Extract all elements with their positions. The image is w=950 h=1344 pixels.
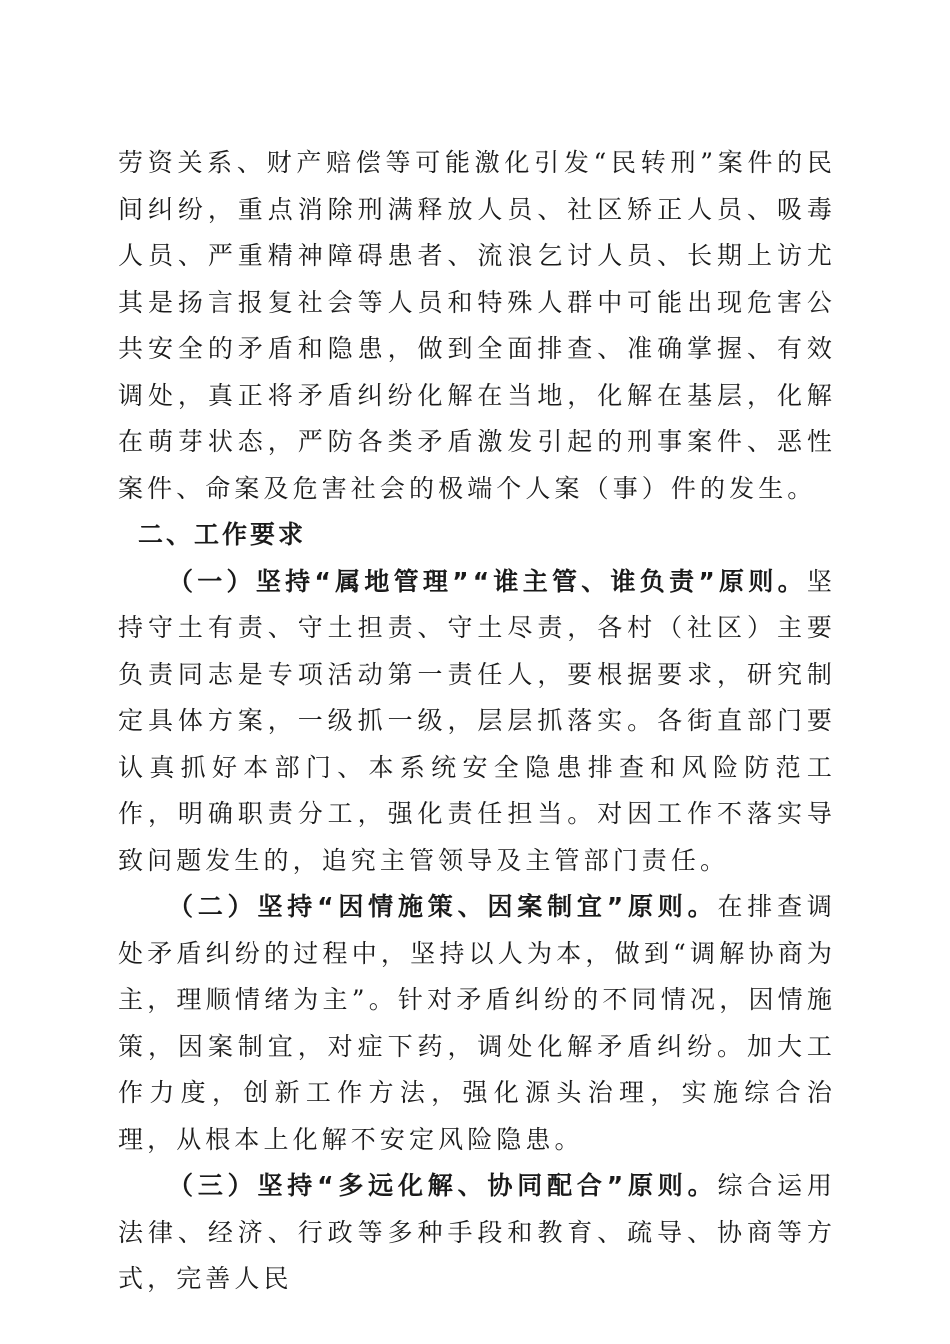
item-1-body: 坚持守土有责、守土担责、守土尽责，各村（社区）主要负责同志是专项活动第一责任人，要根据要求，研究制定具体方案，一级抓一级，层层抓落实。各街直部门要认真抓好本部门、本系统安全隐患排查和风险防范工作，明确职责分工，强化责任担当。对因工作不落实导致问题发生的，追究主管领导及主管部门责任。 bbox=[118, 566, 836, 875]
item-2-body: 在排查调处矛盾纠纷的过程中，坚持以人为本，做到“调解协商为主，理顺情绪为主”。针对矛盾纠纷的不同情况，因情施策，因案制宜，对症下药，调处化解矛盾纠纷。加大工作力度，创新工作方法，强化源头治理，实施综合治理，从根本上化解不安定风险隐患。 bbox=[118, 892, 836, 1154]
paragraph-item-2 bbox=[118, 884, 836, 1163]
item-1-lead: （一）坚持“属地管理”“谁主管、谁负责”原则。 bbox=[168, 566, 807, 596]
item-3-body: 综合运用法律、经济、行政等多种手段和教育、疏导、协商等方式，完善人民 bbox=[118, 1171, 836, 1293]
paragraph-continued: 劳资关系、财产赔偿等可能激化引发“民转刑”案件的民间纠纷，重点消除刑满释放人员、社区矫正人员、吸毒人员、严重精神障碍患者、流浪乞讨人员、长期上访尤其是扬言报复社会等人员和特殊人群中可能出现危害公共安全的矛盾和隐患，做到全面排查、准确掌握、有效调处，真正将矛盾纠纷化解在当地，化解在基层，化解在萌芽状态，严防各类矛盾激发引起的刑事案件、恶性案件、命案及危害社会的极端个人案（事）件的发生。 bbox=[118, 148, 836, 503]
document-body bbox=[118, 140, 836, 1303]
paragraph-item-1 bbox=[118, 559, 836, 885]
paragraph-item-3 bbox=[118, 1163, 836, 1303]
item-3-lead: （三）坚持“多远化解、协同配合”原则。 bbox=[168, 1171, 718, 1200]
section-heading: 二、工作要求 bbox=[138, 520, 307, 549]
item-2-lead: （二）坚持“因情施策、因案制宜”原则。 bbox=[168, 892, 718, 921]
